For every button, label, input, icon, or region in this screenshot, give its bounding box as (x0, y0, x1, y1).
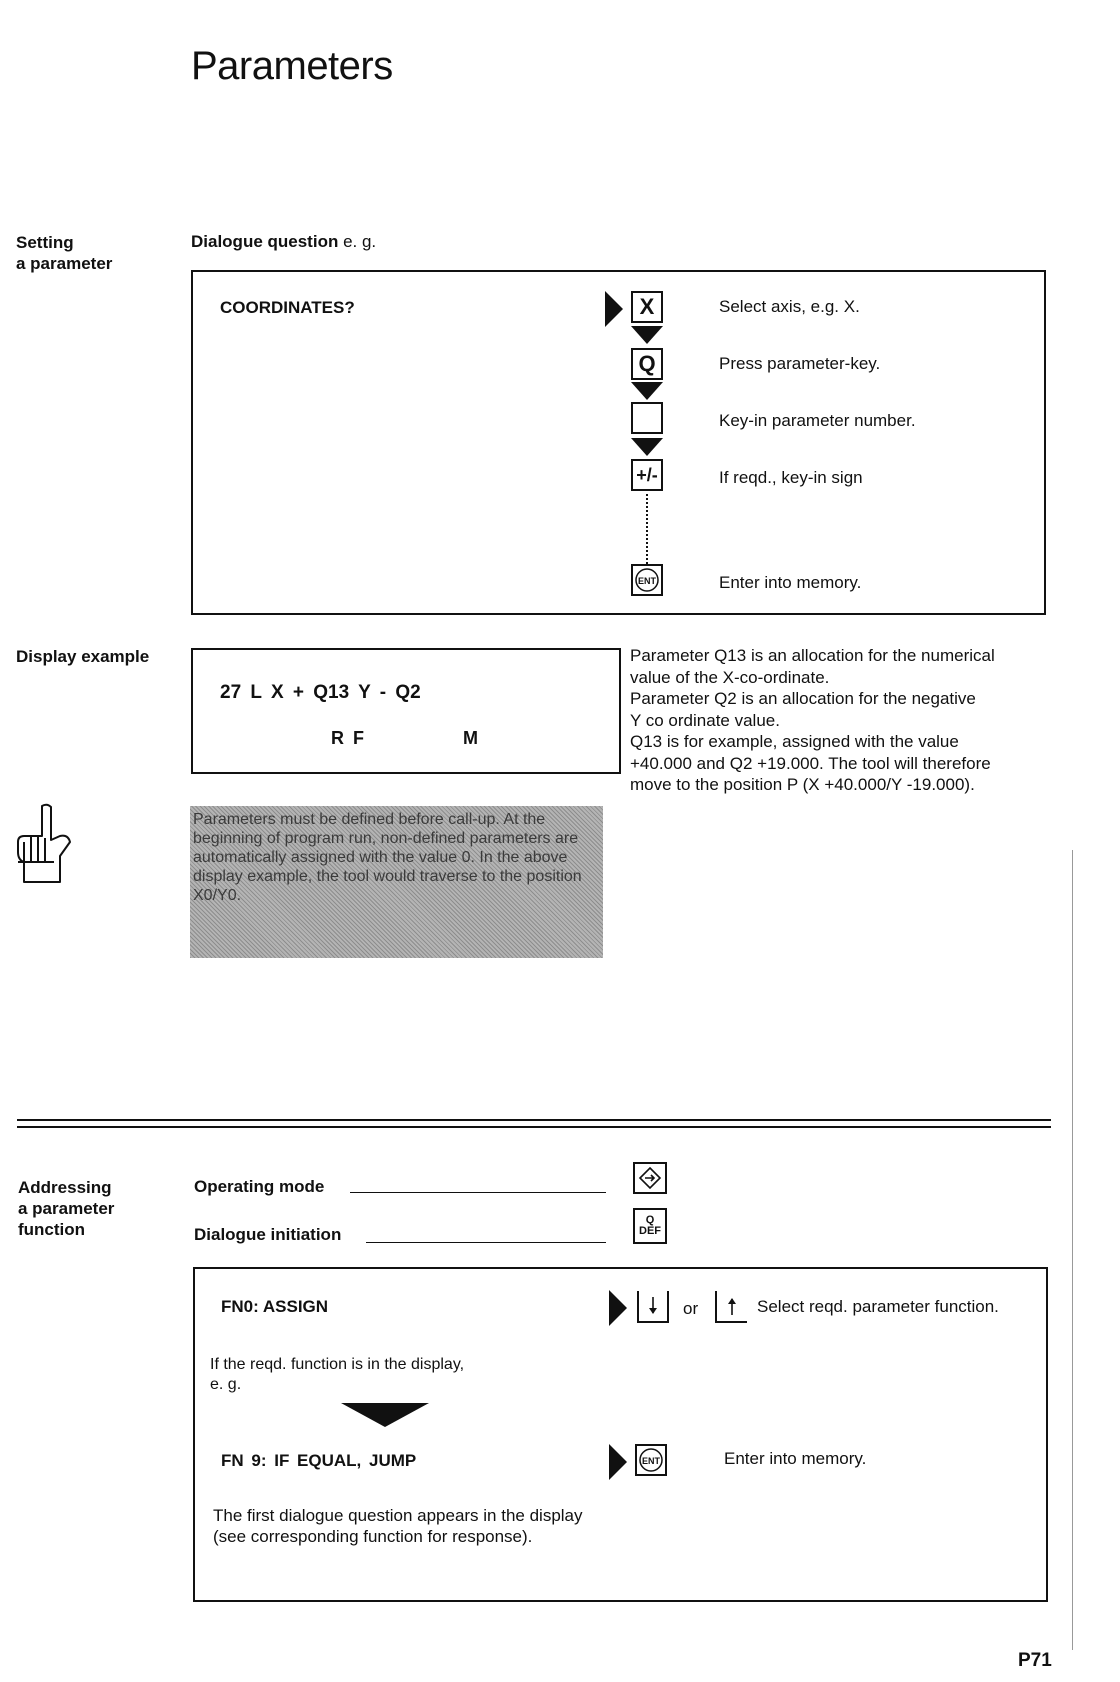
addressing-side-label-line1: Addressing (18, 1178, 112, 1197)
margin-line (1072, 850, 1073, 1650)
dialogue-question-heading (191, 232, 376, 252)
pointer-arrow-icon (605, 291, 623, 327)
enter-key-icon (638, 1447, 664, 1473)
operating-mode-key[interactable] (633, 1162, 667, 1194)
pointer-arrow-icon (609, 1444, 627, 1480)
axis-key-x[interactable]: X (631, 291, 663, 323)
explanation-line: move to the position P (X +40.000/Y -19.000). (630, 775, 975, 794)
display-example-side-label: Display example (16, 647, 150, 666)
display-explanation (630, 645, 1050, 796)
down-arrow-icon (631, 326, 663, 344)
addressing-dialogue-box (193, 1267, 1048, 1602)
svg-text:ENT: ENT (642, 1456, 660, 1466)
explanation-line: Q13 is for example, assigned with the value (630, 732, 959, 751)
q-def-key-bottom: DEF (639, 1225, 661, 1237)
q-def-key[interactable] (633, 1208, 667, 1244)
note-box: Parameters must be defined before call-up. At the beginning of program run, non-defined parameters are automatically assigned with the value 0. In the above display example, the tool would traverse to the position X0/Y0. (190, 806, 603, 958)
setting-dialogue-box (191, 270, 1046, 615)
dialogue-question-label: Dialogue question (191, 232, 339, 251)
arrow-up-icon (725, 1295, 739, 1317)
display-line-1: 27 L X + Q13 Y - Q2 (220, 682, 421, 703)
addressing-side-label (18, 1177, 114, 1240)
addressing-side-label-line2: a parameter (18, 1199, 115, 1218)
q-def-key-top: Q (645, 1214, 655, 1226)
display-line-2-m: M (463, 728, 478, 748)
display-example-box (191, 648, 621, 774)
enter-key[interactable] (635, 1444, 667, 1476)
sign-key[interactable]: +/- (631, 459, 663, 491)
step-press-parameter-key: Press parameter-key. (719, 354, 881, 373)
section-divider (17, 1126, 1051, 1128)
result-text (213, 1505, 583, 1547)
setting-side-label (16, 232, 112, 274)
fn0-assign-prompt: FN0: ASSIGN (221, 1297, 329, 1316)
step-enter-memory: Enter into memory. (719, 573, 862, 592)
page-number: P71 (1018, 1650, 1052, 1671)
pointing-hand-icon (14, 802, 80, 884)
arrow-down-key[interactable] (637, 1291, 669, 1323)
setting-side-label-line2: a parameter (16, 254, 113, 273)
condition-line-2: e. g. (210, 1376, 242, 1393)
program-edit-mode-icon (638, 1166, 662, 1190)
enter-memory-text: Enter into memory. (724, 1449, 867, 1468)
arrow-down-icon (646, 1295, 660, 1317)
number-key-blank[interactable] (631, 402, 663, 434)
explanation-line: +40.000 and Q2 +19.000. The tool will therefore (630, 753, 991, 773)
dotted-connector (646, 494, 648, 572)
enter-key[interactable] (631, 564, 663, 596)
down-arrow-icon (631, 438, 663, 456)
fn9-if-equal-jump-prompt: FN 9: IF EQUAL, JUMP (221, 1451, 417, 1470)
explanation-line: value of the X-co-ordinate. (630, 667, 830, 687)
pointer-arrow-icon (609, 1290, 627, 1326)
section-divider (17, 1119, 1051, 1121)
operating-mode-leader (350, 1192, 606, 1193)
step-key-in-number: Key-in parameter number. (719, 411, 916, 430)
enter-key-icon (634, 567, 660, 593)
explanation-line: Y co ordinate value. (630, 710, 780, 730)
select-function-text: Select reqd. parameter function. (757, 1297, 999, 1316)
dialogue-question-suffix: e. g. (338, 232, 377, 251)
addressing-side-label-line3: function (18, 1220, 86, 1239)
step-select-axis: Select axis, e.g. X. (719, 297, 860, 316)
or-text: or (683, 1299, 699, 1318)
dialogue-initiation-label: Dialogue initiation (194, 1225, 342, 1244)
result-line-1: The first dialogue question appears in the display (213, 1506, 583, 1525)
parameter-key-q[interactable]: Q (631, 348, 663, 380)
condition-line-1: If the reqd. function is in the display, (210, 1356, 465, 1373)
arrow-up-key[interactable] (715, 1291, 747, 1323)
display-line-2-rf: R F (331, 728, 364, 748)
step-key-in-sign: If reqd., key-in sign (719, 468, 863, 487)
explanation-line: Parameter Q13 is an allocation for the numerical (630, 646, 995, 665)
condition-text (210, 1355, 464, 1395)
svg-text:ENT: ENT (638, 576, 656, 586)
dialogue-initiation-leader (366, 1242, 606, 1243)
setting-side-label-line1: Setting (16, 233, 74, 252)
down-arrow-icon (341, 1403, 429, 1427)
operating-mode-label: Operating mode (194, 1177, 325, 1196)
down-arrow-icon (631, 382, 663, 400)
coordinates-prompt: COORDINATES? (220, 298, 355, 317)
page-title: Parameters (191, 44, 393, 88)
result-line-2: (see corresponding function for response). (213, 1527, 533, 1546)
explanation-line: Parameter Q2 is an allocation for the negative (630, 689, 976, 708)
